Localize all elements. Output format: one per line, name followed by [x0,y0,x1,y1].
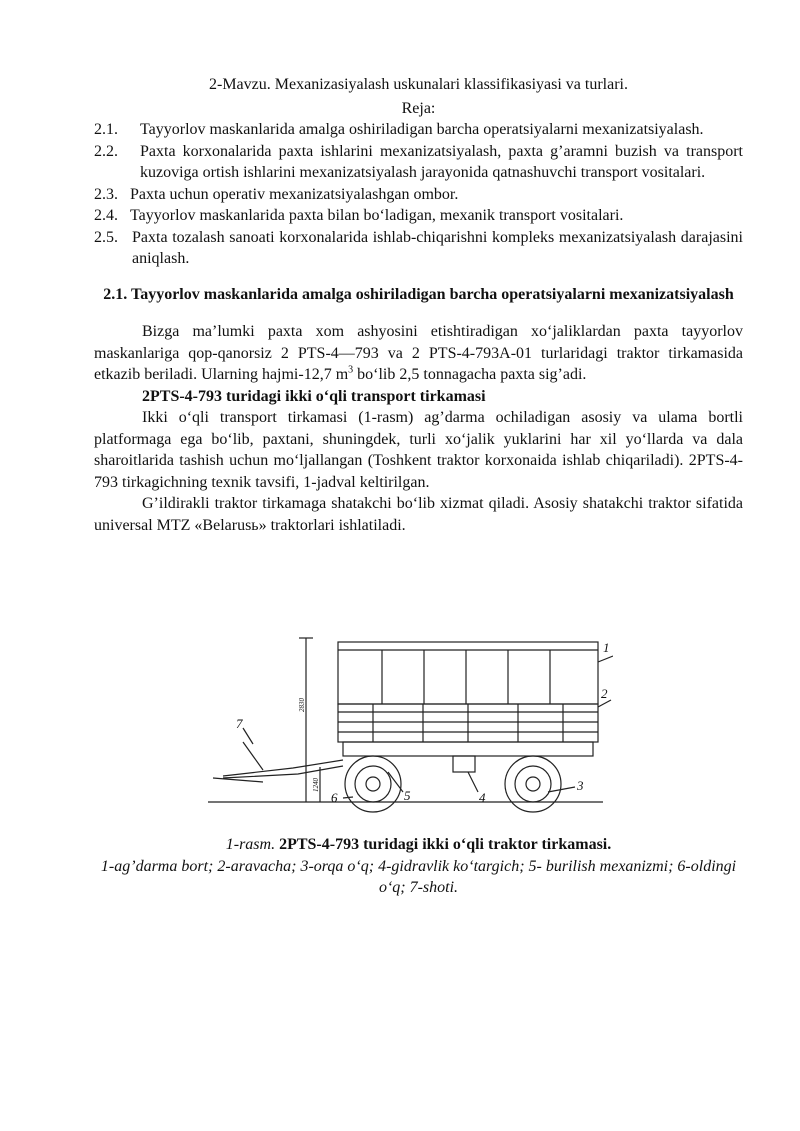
plan-item [94,227,743,270]
paragraph: G’ildirakli traktor tirkamaga shatakchi bo‘lib xizmat qiladi. Asosiy shatakchi traktor sifatida universal MTZ «Belarusь» traktorlari ishlatiladi. [94,495,743,534]
plan-number: 2.3. [94,185,118,203]
front-wheel [345,756,401,812]
figure-label: 1 [603,640,610,655]
figure-label: 7 [236,716,243,731]
plan-text: Paxta korxonalarida paxta ishlarini mexanizatsiyalash, paxta g’aramni buzish va transport kuzoviga ortish ishlarini mexanizatsiyalash jarayonida qatnashuvchi transport vositalari. [140,142,743,181]
figure-label: 3 [577,778,584,793]
plan-text: Tayyorlov maskanlarida paxta bilan bo‘ladigan, mexanik transport vositalari. [130,207,624,224]
figure-label: 4 [479,790,486,805]
plan-text: Paxta tozalash sanoati korxonalarida ishlab-chiqarishni kompleks mexanizatsiyalash darajasini aniqlash. [132,228,743,267]
tipping-body [338,642,598,704]
subsection-heading: 2PTS-4-793 turidagi ikki o‘qli transport tirkamasi [142,387,486,405]
dimension-label: 2830 [298,698,306,712]
chassis-frame [343,742,593,756]
section-heading: 2.1. Tayyorlov maskanlarida amalga oshiriladigan barcha operatsiyalarni mexanizatsiyalash [103,285,734,303]
figure-label: 5 [404,788,411,803]
figure-caption [94,834,743,899]
paragraph [94,321,743,386]
paragraph-text: Bizga ma’lumki paxta xom ashyosini etishtiradigan xo‘jaliklardan paxta tayyorlov maskanlariga qop-qanorsiz 2 PTS-4—793 va 2 PTS-4-793A-01 turlaridagi traktor tirkamasida etkazib beriladi. Ularning hajmi-12,7 m [94,323,743,383]
paragraph-text: bo‘lib 2,5 tonnagacha paxta sig’adi. [353,366,587,383]
drawbar [223,760,343,776]
plan-item [94,184,743,206]
caption-legend: 1-ag’darma bort; 2-aravacha; 3-orqa o‘q; 4-gidravlik ko‘targich; 5- burilish mexanizmi; 6-oldingi o‘q; 7-shoti. [100,857,737,896]
caption-prefix: 1-rasm [225,836,272,853]
figure-label: 2 [601,686,608,701]
figure-label: 6 [331,790,338,805]
superscript: 3 [348,364,354,376]
page-title: 2-Mavzu. Mexanizasiyalash uskunalari klassifikasiyasi va turlari. [209,76,628,93]
plan-text: Tayyorlov maskanlarida amalga oshiriladigan barcha operatsiyalarni mexanizatsiyalash. [140,121,704,138]
caption-title: 2PTS-4-793 turidagi ikki o‘qli traktor tirkamasi. [279,836,612,853]
plan-item [94,119,743,141]
trailer-figure [203,632,613,822]
paragraph: Ikki o‘qli transport tirkamasi (1-rasm) ag’darma ochiladigan asosiy va ulama bortli platformaga ega bo‘lib, paxtani, shuningdek, turli xo‘jalik yuklarini har xil yo‘llarda va dala sharoitlarida tashish uchun mo‘ljallangan (Toshkent traktor korxonaida ishlab chiqariladi). 2PTS-4-793 tirkagichning texnik tavsifi, 1-jadval keltirilgan. [94,409,743,491]
plan-item [94,205,743,227]
plan-heading: Reja: [401,99,436,117]
plan-number: 2.2. [94,142,118,160]
caption-title-line: 1-rasm. 2PTS-4-793 turidagi ikki o‘qli traktor tirkamasi. [225,836,612,853]
plan-number: 2.4. [94,207,118,224]
plan-item [94,141,743,184]
plan-number: 2.1. [94,121,118,138]
document-page [94,74,743,536]
plan-text: Paxta uchun operativ mexanizatsiyalashgan ombor. [130,185,459,203]
plan-number: 2.5. [94,228,118,246]
hydraulic-lift [453,756,475,772]
trailer-drawing [203,632,613,822]
rear-wheel [505,756,561,812]
dimension-label: 1240 [312,778,320,792]
